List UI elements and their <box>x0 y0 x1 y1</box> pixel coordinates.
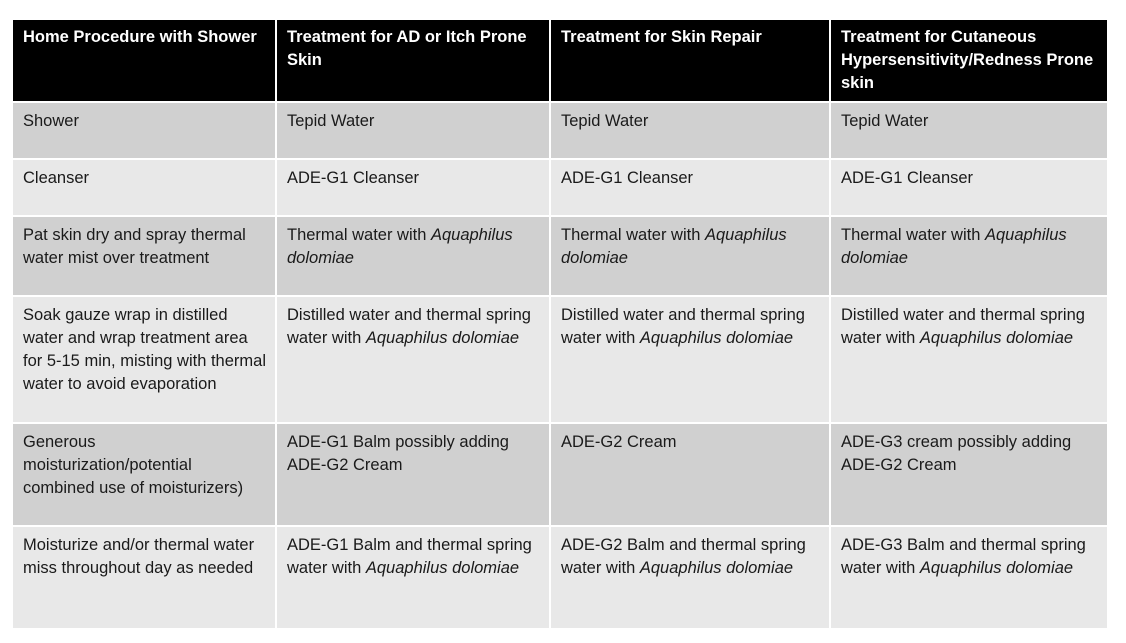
redness-cell: ADE-G1 Cleanser <box>830 159 1108 216</box>
procedure-cell: Moisturize and/or thermal water miss throughout day as needed <box>12 526 276 629</box>
repair-cell: Tepid Water <box>550 102 830 159</box>
table-row <box>12 296 1108 423</box>
header-ad-itch-treatment: Treatment for AD or Itch Prone Skin <box>276 19 550 102</box>
repair-cell: ADE-G2 Balm and thermal spring water with Aquaphilus dolomiae <box>550 526 830 629</box>
repair-cell: Thermal water with Aquaphilus dolomiae <box>550 216 830 296</box>
procedure-cell: Pat skin dry and spray thermal water mist over treatment <box>12 216 276 296</box>
ad-cell: Tepid Water <box>276 102 550 159</box>
redness-cell: Distilled water and thermal spring water with Aquaphilus dolomiae <box>830 296 1108 423</box>
treatment-table <box>11 18 1109 630</box>
table-header-row <box>12 19 1108 102</box>
table-row <box>12 423 1108 526</box>
header-home-procedure: Home Procedure with Shower <box>12 19 276 102</box>
repair-cell: ADE-G1 Cleanser <box>550 159 830 216</box>
ad-cell: Distilled water and thermal spring water with Aquaphilus dolomiae <box>276 296 550 423</box>
ad-cell: ADE-G1 Balm possibly adding ADE-G2 Cream <box>276 423 550 526</box>
procedure-cell: Soak gauze wrap in distilled water and wrap treatment area for 5-15 min, misting with thermal water to avoid evaporation <box>12 296 276 423</box>
header-hypersensitivity-treatment: Treatment for Cutaneous Hypersensitivity/Redness Prone skin <box>830 19 1108 102</box>
table-row <box>12 526 1108 629</box>
redness-cell: Tepid Water <box>830 102 1108 159</box>
ad-cell: ADE-G1 Cleanser <box>276 159 550 216</box>
redness-cell: ADE-G3 cream possibly adding ADE-G2 Cream <box>830 423 1108 526</box>
redness-cell: ADE-G3 Balm and thermal spring water with Aquaphilus dolomiae <box>830 526 1108 629</box>
ad-cell: ADE-G1 Balm and thermal spring water with Aquaphilus dolomiae <box>276 526 550 629</box>
procedure-cell: Cleanser <box>12 159 276 216</box>
table-row <box>12 102 1108 159</box>
ad-cell: Thermal water with Aquaphilus dolomiae <box>276 216 550 296</box>
repair-cell: Distilled water and thermal spring water with Aquaphilus dolomiae <box>550 296 830 423</box>
repair-cell: ADE-G2 Cream <box>550 423 830 526</box>
procedure-cell: Shower <box>12 102 276 159</box>
table-row <box>12 216 1108 296</box>
redness-cell: Thermal water with Aquaphilus dolomiae <box>830 216 1108 296</box>
header-skin-repair-treatment: Treatment for Skin Repair <box>550 19 830 102</box>
table-row <box>12 159 1108 216</box>
procedure-cell: Generous moisturization/potential combined use of moisturizers) <box>12 423 276 526</box>
